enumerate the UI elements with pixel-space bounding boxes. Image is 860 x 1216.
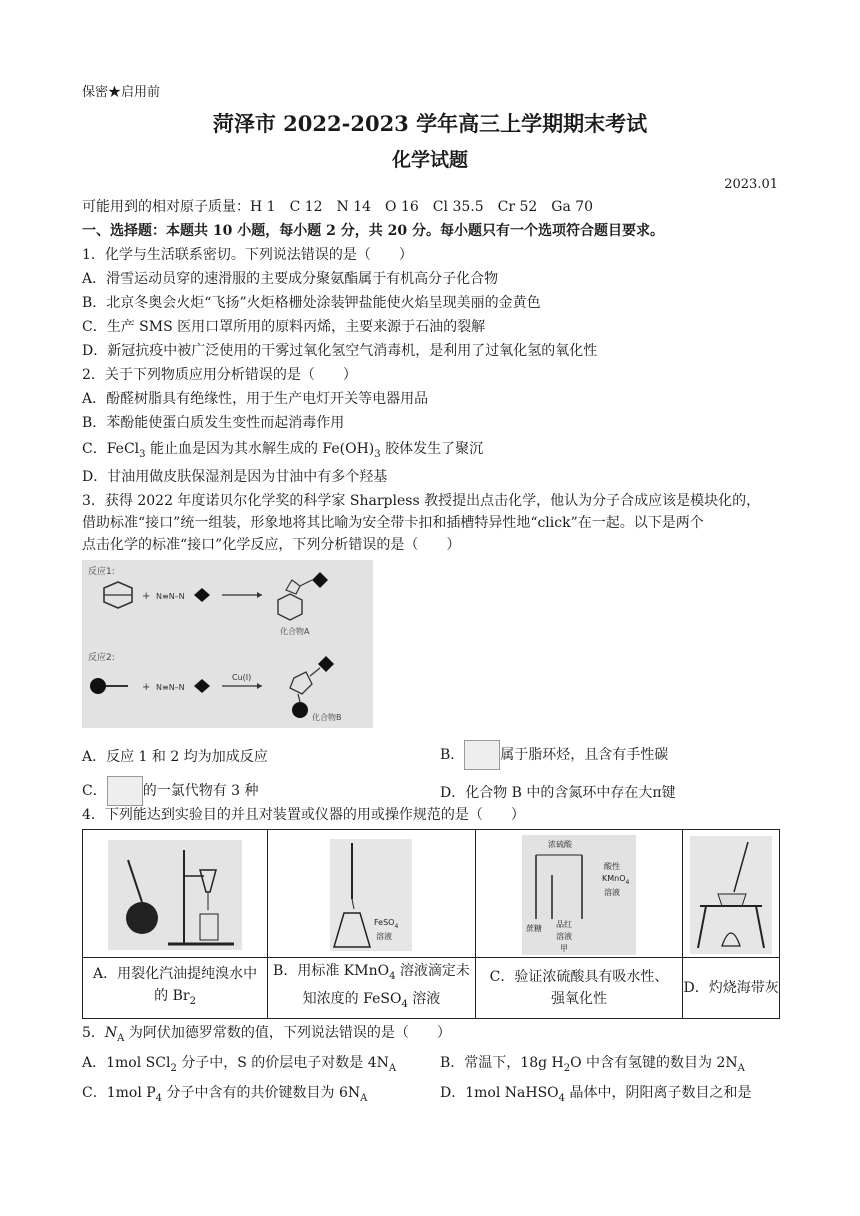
figure-c-label-jia: 甲 bbox=[560, 944, 569, 953]
q4-option-d: D．灼烧海带灰 bbox=[683, 958, 780, 1019]
q3-option-b: B． 属于脂环烃，且含有手性碳 bbox=[440, 740, 668, 770]
norbornane-structure-icon bbox=[107, 776, 143, 806]
q3-stem-line3: 点击化学的标准“接口”化学反应，下列分析错误的是（ ） bbox=[82, 537, 461, 553]
exam-date: 2023.01 bbox=[724, 177, 778, 192]
compound-a-label: 化合物A bbox=[280, 627, 310, 636]
catalyst-label: Cu(I) bbox=[232, 673, 252, 682]
crucible-heating-diagram bbox=[690, 836, 772, 954]
section-heading: 一、选择题：本题共 10 小题，每小题 2 分，共 20 分。每小题只有一个选项符合题目要求。 bbox=[82, 223, 664, 239]
q5-stem: 5．$N_A$ 为阿伏加德罗常数的值，下列说法错误的是（ ） bbox=[82, 1025, 451, 1044]
figure-c-label-acid: 浓硫酸 bbox=[548, 840, 573, 849]
q4-options-table bbox=[82, 829, 780, 1019]
q5-option-d: D．1mol NaHSO$_4$ 晶体中，阴阳离子数目之和是 bbox=[440, 1085, 752, 1104]
q4-figure-c bbox=[475, 830, 682, 958]
figure-b-label-feso4: FeSO bbox=[374, 918, 395, 927]
norbornene-structure-icon bbox=[464, 740, 500, 770]
figure-b-label-solution: 溶液 bbox=[376, 932, 393, 941]
q2-option-a: A．酚醛树脂具有绝缘性，用于生产电灯开关等电器用品 bbox=[82, 391, 429, 407]
q1-option-a: A．滑雪运动员穿的速滑服的主要成分聚氨酯属于有机高分子化合物 bbox=[82, 271, 499, 287]
figure-c-label-kmno4-solution: 溶液 bbox=[604, 888, 621, 897]
sulfuric-acid-setup-diagram bbox=[522, 835, 636, 955]
exam-subtitle: 化学试题 bbox=[391, 149, 468, 171]
q4-option-a: A．用裂化汽油提纯溴水中 的 $Br_2$ bbox=[83, 958, 268, 1019]
q5-option-a: A．1mol SCl$_2$ 分子中，S 的价层电子对数是 $4N_A$ bbox=[82, 1055, 397, 1074]
q3-option-a: A．反应 1 和 2 均为加成反应 bbox=[82, 749, 268, 765]
reaction2-label: 反应2: bbox=[88, 653, 115, 663]
q3-option-d: D．化合物 B 中的含氮环中存在大π键 bbox=[440, 785, 676, 801]
svg-text:KMnO4: KMnO$_4$ bbox=[602, 874, 630, 886]
svg-text:N≡N–N: N≡N–N bbox=[156, 683, 185, 692]
confidential-label: 保密★启用前 bbox=[82, 85, 161, 100]
svg-text:+: + bbox=[142, 682, 151, 693]
q1-option-c: C．生产 SMS 医用口罩所用的原料丙烯，主要来源于石油的裂解 bbox=[82, 319, 486, 335]
compound-b-label: 化合物B bbox=[312, 713, 342, 722]
separatory-funnel-diagram bbox=[108, 840, 242, 950]
click-chemistry-figure bbox=[82, 560, 373, 728]
q4-stem: 4．下列能达到实验目的并且对装置或仪器的用或操作规范的是（ ） bbox=[82, 807, 525, 823]
q5-option-b: B．常温下，18g $H_2O$ 中含有氢键的数目为 $2N_A$ bbox=[440, 1055, 745, 1074]
q3-option-c: C． 的一氯代物有 3 种 bbox=[82, 776, 259, 806]
reaction-scheme-diagram bbox=[82, 560, 373, 728]
q4-option-b: B．用标准 KMnO$_4$ 溶液滴定未 知浓度的 FeSO$_4$ 溶液 bbox=[268, 958, 476, 1019]
q2-option-c: C．FeCl$_3$ 能止血是因为其水解生成的 $Fe(OH)_3$ 胶体发生了聚沉 bbox=[82, 441, 484, 460]
q3-stem-line1: 3．获得 2022 年度诺贝尔化学奖的科学家 Sharpless 教授提出点击化学，他认为分子合成应该是模块化的， bbox=[82, 493, 761, 509]
q4-figure-a bbox=[83, 830, 268, 958]
q1-option-d: D．新冠抗疫中被广泛使用的干雾过氧化氢空气消毒机，是利用了过氧化氢的氧化性 bbox=[82, 343, 598, 359]
figure-c-label-fuchsin-solution: 溶液 bbox=[556, 932, 573, 941]
svg-text:+: + bbox=[142, 591, 151, 602]
atomic-masses: 可能用到的相对原子质量：H 1 C 12 N 14 O 16 Cl 35.5 Cr 52 Ga 70 bbox=[82, 199, 594, 215]
titration-diagram bbox=[330, 839, 412, 951]
svg-text:N≡N–N: N≡N–N bbox=[156, 592, 185, 601]
q2-option-d: D．甘油用做皮肤保湿剂是因为甘油中有多个羟基 bbox=[82, 469, 388, 485]
q1-option-b: B．北京冬奥会火炬“飞扬”火炬格栅处涂装钾盐能使火焰呈现美丽的金黄色 bbox=[82, 295, 541, 311]
q2-stem: 2．关于下列物质应用分析错误的是（ ） bbox=[82, 367, 357, 383]
q2-option-b: B．苯酚能使蛋白质发生变性而起消毒作用 bbox=[82, 415, 345, 431]
figure-c-label-fuchsin: 品红 bbox=[556, 920, 573, 929]
figure-c-label-acidic: 酸性 bbox=[604, 862, 621, 871]
figure-c-label-kmno4: KMnO bbox=[602, 874, 626, 883]
exam-title: 菏泽市 2022-2023 学年高三上学期期末考试 bbox=[212, 111, 648, 136]
q4-figure-d bbox=[683, 830, 780, 958]
figure-c-label-sugar: 蔗糖 bbox=[526, 924, 543, 933]
reaction1-label: 反应1: bbox=[88, 567, 115, 577]
q4-option-c: C．验证浓硫酸具有吸水性、 强氧化性 bbox=[475, 958, 682, 1019]
svg-text:FeSO4: FeSO$_4$ bbox=[374, 918, 399, 930]
q5-option-c: C．1mol $P_4$ 分子中含有的共价键数目为 $6N_A$ bbox=[82, 1085, 368, 1104]
q1-stem: 1．化学与生活联系密切。下列说法错误的是（ ） bbox=[82, 247, 413, 263]
q4-figure-b bbox=[268, 830, 476, 958]
q3-stem-line2: 借助标准“接口”统一组装，形象地将其比喻为安全带卡扣和插槽特异性地“click”在一起。以下是两个 bbox=[82, 515, 704, 531]
